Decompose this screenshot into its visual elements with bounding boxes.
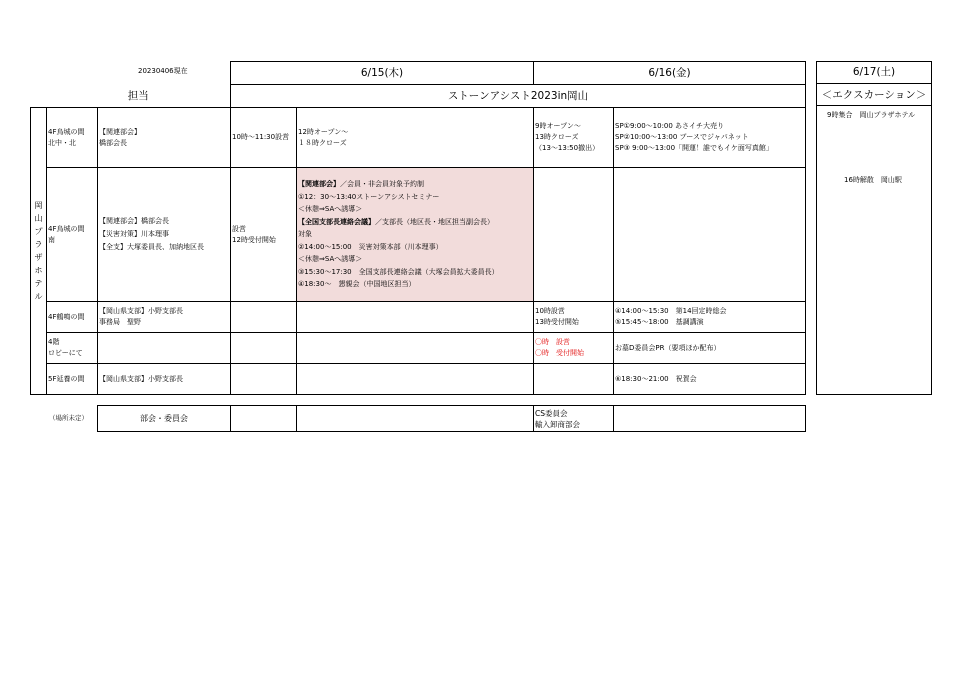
- event-title: ストーンアシスト2023in岡山: [231, 85, 806, 108]
- d16-event-cell: SP①9:00～10:00 あさイチ大売り SP②10:00～13:00 ブースでジャパネット SP③ 9:00～13:00「開運！誰でもイケ面写真館」: [614, 108, 806, 168]
- excursion-dismissal: 16時解散 岡山駅: [844, 176, 902, 184]
- d16-setup-cell: [534, 364, 614, 395]
- d15-event-cell: [297, 333, 534, 364]
- room-cell: 4階 ロビーにて: [47, 333, 98, 364]
- d16-setup-cell: CS委員会 輸入卸商部会: [534, 406, 614, 432]
- room-cell: 5F延養の間: [47, 364, 98, 395]
- committee-label: 部会・委員会: [98, 406, 231, 432]
- d16-event-cell: [614, 406, 806, 432]
- d15-event-cell: [297, 406, 534, 432]
- d15-setup-cell: 設営 12時受付開始: [231, 168, 297, 302]
- staff-cell: [98, 333, 231, 364]
- schedule-table: [30, 61, 806, 395]
- d15-setup-cell: [231, 333, 297, 364]
- day-header-0616: 6/16(金): [534, 62, 806, 85]
- d15-event-cell: [297, 302, 534, 333]
- staff-cell: 【関連部会】 橋部会長: [98, 108, 231, 168]
- excursion-panel: [816, 84, 932, 395]
- d16-event-cell: ⑥18:30～21:00 祝賀会: [614, 364, 806, 395]
- day-header-0615: 6/15(木): [231, 62, 534, 85]
- room-cell: 4F烏城の間 北中・北: [47, 108, 98, 168]
- d16-setup-cell: [534, 168, 614, 302]
- d15-setup-cell: [231, 302, 297, 333]
- day-header-0617: 6/17(土): [816, 61, 932, 84]
- d16-event-cell: お墓D委員会PR（要項ほか配布）: [614, 333, 806, 364]
- excursion-title: ＜エクスカーション＞: [817, 84, 931, 106]
- room-cell: 4F鶴鳴の間: [47, 302, 98, 333]
- committee-table: [97, 405, 806, 432]
- seminar-cell: 【関連部会】／会員・非会員対象予約制 ①12：30～13:40ストーンアシストセミナー ＜休憩⇒SAへ誘導＞ 【全国支部長連絡会議】／支部長（地区長・地区担当副会長） 対象 ②14:00～15:00 災害対策本部（川本理事） ＜休憩⇒SAへ誘導＞ ③15:30～17:30 全国支部長連絡会議（大塚会員拡大委員長） ④18:30～ 懇親会（中国地区担当）: [297, 168, 534, 302]
- d16-setup-cell: 9時オープン～ 13時クローズ （13～13:50撤出）: [534, 108, 614, 168]
- staff-cell: 【岡山県支部】小野支部長: [98, 364, 231, 395]
- excursion-assembly: 9時集合 岡山プラザホテル: [827, 111, 916, 119]
- d16-setup-cell: 〇時 設営 〇時 受付開始: [534, 333, 614, 364]
- d15-setup-cell: [231, 406, 297, 432]
- d15-event-cell: 12時オープン～ １８時クローズ: [297, 108, 534, 168]
- staff-cell: 【関連部会】橋部会長 【災害対策】川本理事 【全支】大塚委員長、加納地区長: [98, 168, 231, 302]
- d15-setup-cell: [231, 364, 297, 395]
- venue-group-label: 岡 山 プ ラ ザ ホ テ ル: [31, 108, 47, 395]
- location-note: （場所未定）: [49, 414, 88, 422]
- d15-setup-cell: 10時～11:30設営: [231, 108, 297, 168]
- d15-event-cell: [297, 364, 534, 395]
- tantou-header: 担当: [47, 85, 231, 108]
- d16-event-cell: [614, 168, 806, 302]
- d16-event-cell: ④14:00～15:30 第14回定時総会 ⑤15:45～18:00 基調講演: [614, 302, 806, 333]
- room-cell: 4F烏城の間 南: [47, 168, 98, 302]
- date-note: 20230406現在: [138, 67, 188, 75]
- staff-cell: 【岡山県支部】小野支部長 事務局 聖野: [98, 302, 231, 333]
- d16-setup-cell: 10時設営 13時受付開始: [534, 302, 614, 333]
